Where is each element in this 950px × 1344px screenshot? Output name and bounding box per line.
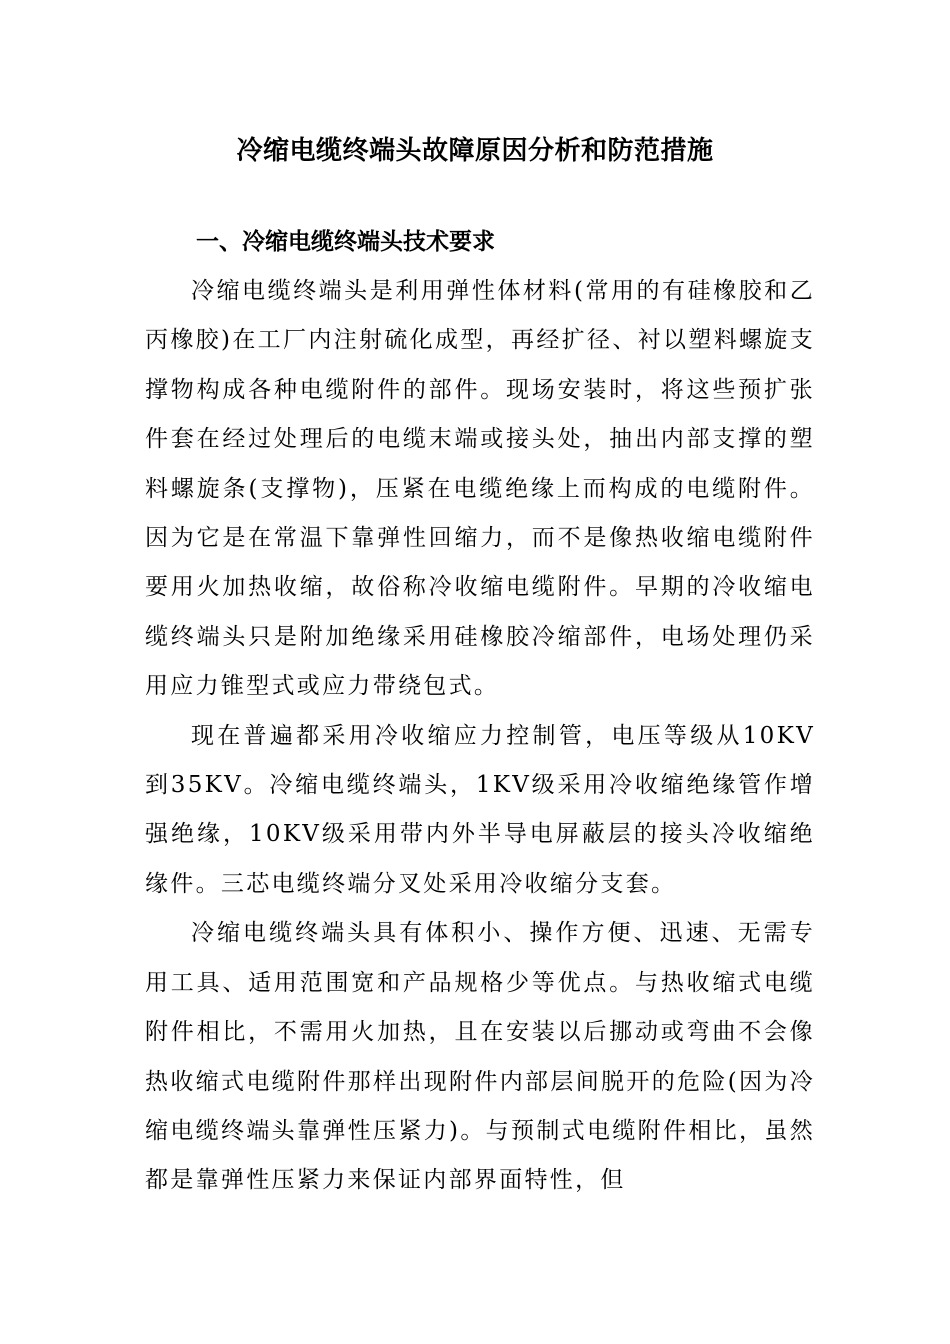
section-heading: 一、冷缩电缆终端头技术要求: [196, 229, 495, 255]
document-title: 冷缩电缆终端头故障原因分析和防范措施: [236, 136, 714, 166]
paragraph-3: 冷缩电缆终端头具有体积小、操作方便、迅速、无需专用工具、适用范围宽和产品规格少等优点。与热收缩式电缆附件相比，不需用火加热，且在安装以后挪动或弯曲不会像热收缩式电缆附件那样出现附件内部层间脱开的危险(因为冷缩电缆终端头靠弹性压紧力)。与预制式电缆附件相比，虽然都是靠弹性压紧力来保证内部界面特性，但: [145, 920, 815, 1194]
paragraph-1: 冷缩电缆终端头是利用弹性体材料(常用的有硅橡胶和乙丙橡胶)在工厂内注射硫化成型，再经扩径、衬以塑料螺旋支撑物构成各种电缆附件的部件。现场安装时，将这些预扩张件套在经过处理后的电缆末端或接头处，抽出内部支撑的塑料螺旋条(支撑物)，压紧在电缆绝缘上而构成的电缆附件。因为它是在常温下靠弹性回缩力，而不是像热收缩电缆附件要用火加热收缩，故俗称冷收缩电缆附件。早期的冷收缩电缆终端头只是附加绝缘采用硅橡胶冷缩部件，电场处理仍采用应力锥型式或应力带绕包式。: [145, 278, 815, 700]
paragraph-2: 现在普遍都采用冷收缩应力控制管，电压等级从10KV到35KV。冷缩电缆终端头，1KV级采用冷收缩绝缘管作增强绝缘，10KV级采用带内外半导电屏蔽层的接头冷收缩绝缘件。三芯电缆终端分叉处采用冷收缩分支套。: [145, 722, 815, 897]
document-body: [145, 267, 815, 1206]
